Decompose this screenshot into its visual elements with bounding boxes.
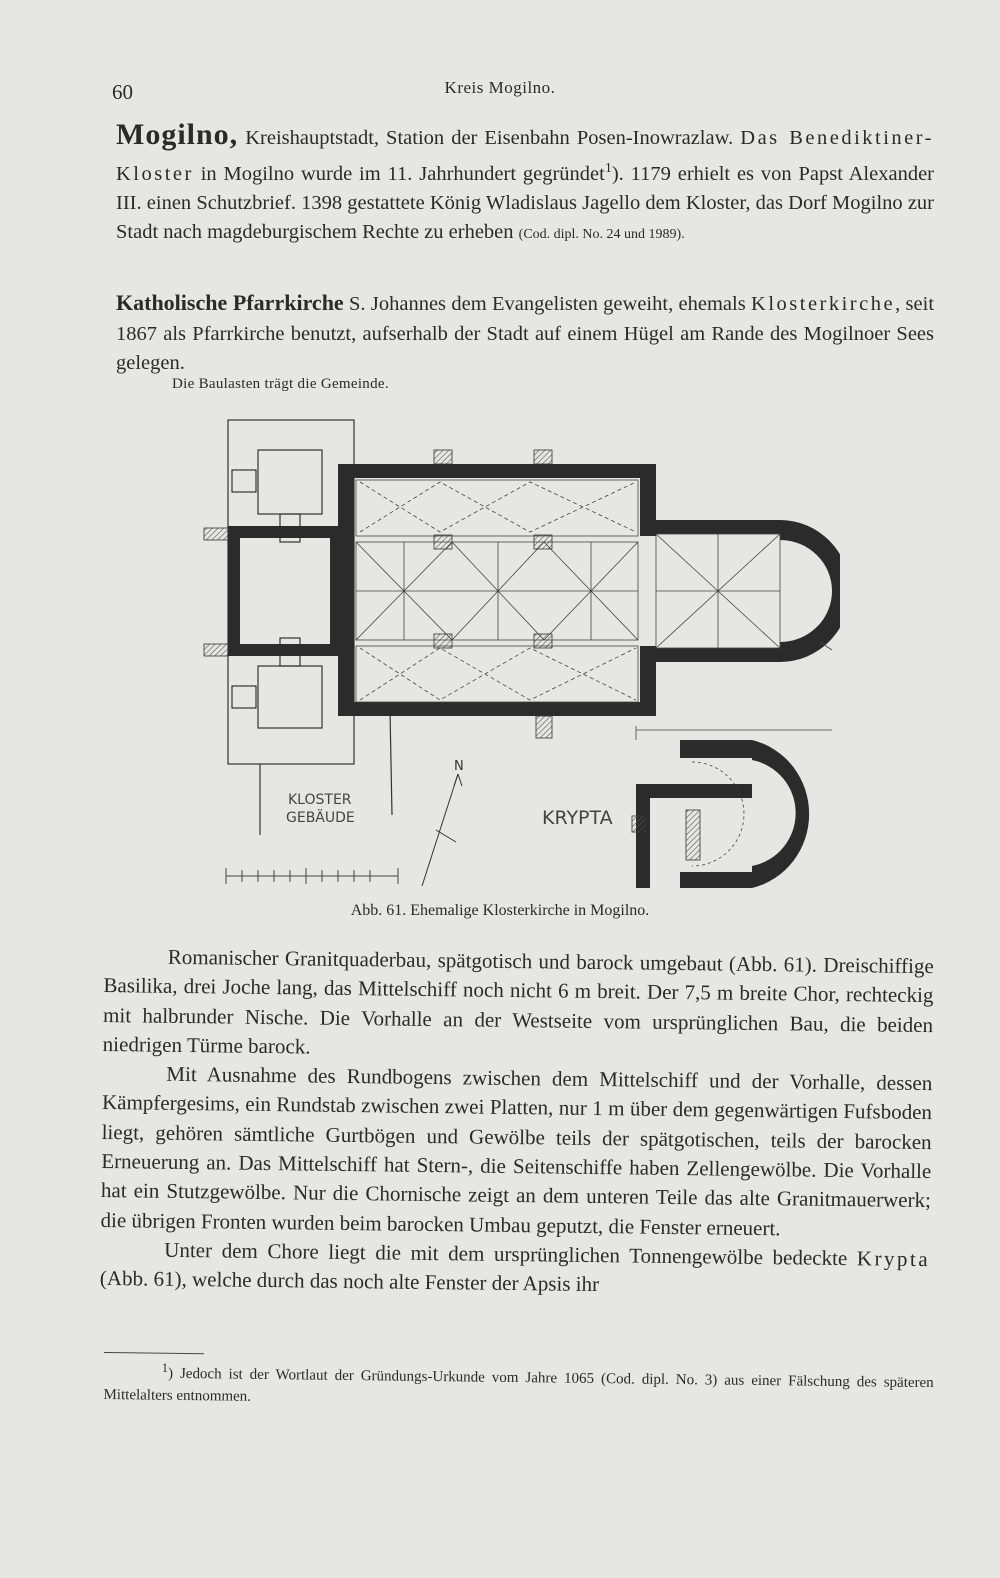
body-paragraph-1: Romanischer Granitquaderbau, spätgotisch und barock umgebaut (Abb. 61). Dreischiffige Basilika, drei Joche lang, das Mittelschiff noch nicht 6 m breit. Der 7,5 m breite Chor, rechteckig mit halbrunder Nische. Die Vorhalle an der Westseite vom ursprünglichen Bau, die beiden niedrigen Türme barock. [102, 944, 934, 1059]
floor-plan-figure [200, 410, 840, 895]
church-heading: Katholische Pfarrkirche [116, 290, 344, 315]
church-text2: , seit 1867 als Pfarrkirche benutzt, aufserhalb der Stadt auf einem Hügel am Rande des Mogilnoer Sees gelegen. [116, 293, 935, 374]
footnote-rule [104, 1352, 204, 1354]
church-spaced: Klosterkirche [751, 293, 896, 315]
page-number: 60 [112, 80, 133, 104]
krypta-label: KRYPTA [542, 807, 613, 829]
intro-text3: ). 1179 erhielt es von Papst Alexander III. einen Schutzbrief. 1398 gestattete König Wladislaus Jagello dem Kloster, das Dorf Mogilno zur Stadt nach magdeburgischem Rechte zu erheben [116, 162, 935, 244]
church-paragraph [116, 288, 934, 379]
figure-caption: Abb. 61. Ehemalige Klosterkirche in Mogilno. [350, 902, 650, 919]
running-title: Kreis Mogilno. [444, 78, 556, 97]
intro-text2: in Mogilno wurde im 11. Jahrhundert gegründet [193, 162, 605, 185]
north-arrow [422, 774, 462, 886]
body-p3-b: (Abb. 61), welche durch das noch alte Fenster der Apsis ihr [99, 1266, 600, 1297]
kloster-label: KLOSTER [288, 792, 352, 808]
footnote-ref: 1 [604, 160, 612, 176]
intro-citation: (Cod. dipl. No. 24 und 1989). [518, 227, 685, 243]
building-costs-note: Die Baulasten trägt die Gemeinde. [172, 376, 389, 392]
cloister-outline [228, 420, 392, 835]
place-title: Mogilno, [116, 118, 239, 151]
north-label: N [454, 759, 464, 774]
body-paragraph-2: Mit Ausnahme des Rundbogens zwischen dem Mittelschiff und der Vorhalle, dessen Kämpfergesims, ein Rundstab zwischen zwei Platten, nur 1 m über dem gegenwärtigen Fufsboden liegt, gehören sämtliche Gurtbögen und Gewölbe teils der spätgotischen, teils der barocken Erneuerung an. Das Mittelschiff hat Stern-, die Seitenschiffe haben Zellengewölbe. Die Vorhalle hat ein Stutzgewölbe. Nur die Chornische zeigt an dem unteren Teile das alte Granitmauerwerk; die übrigen Fronten wurden beim barocken Umbau geputzt, die Fenster erneuert. [100, 1061, 933, 1240]
footnote-mark: 1 [161, 1360, 169, 1375]
body-paragraph-3 [100, 1235, 931, 1304]
gebaeude-label: GEBÄUDE [286, 810, 355, 826]
intro-paragraph [116, 120, 934, 250]
intro-spaced: Das Benediktiner-Kloster [116, 127, 934, 185]
footnote [103, 1356, 934, 1416]
church-text1: S. Johannes dem Evangelisten geweiht, ehemals [343, 293, 752, 315]
body-p3-spaced: Krypta [856, 1246, 931, 1272]
footnote-text: ) Jedoch ist der Wortlaut der Gründungs-Urkunde vom Jahre 1065 (Cod. dipl. No. 3) aus einer Fälschung des späteren Mittelalters entnommen. [103, 1365, 934, 1405]
scale-bar [226, 868, 398, 884]
body-text [100, 942, 934, 1304]
body-p3-a: Unter dem Chore liegt die mit dem ursprünglichen Tonnengewölbe bedeckte [164, 1237, 858, 1271]
intro-line1: Kreishauptstadt, Station der Eisenbahn Posen-Inowrazlaw. [238, 127, 734, 149]
